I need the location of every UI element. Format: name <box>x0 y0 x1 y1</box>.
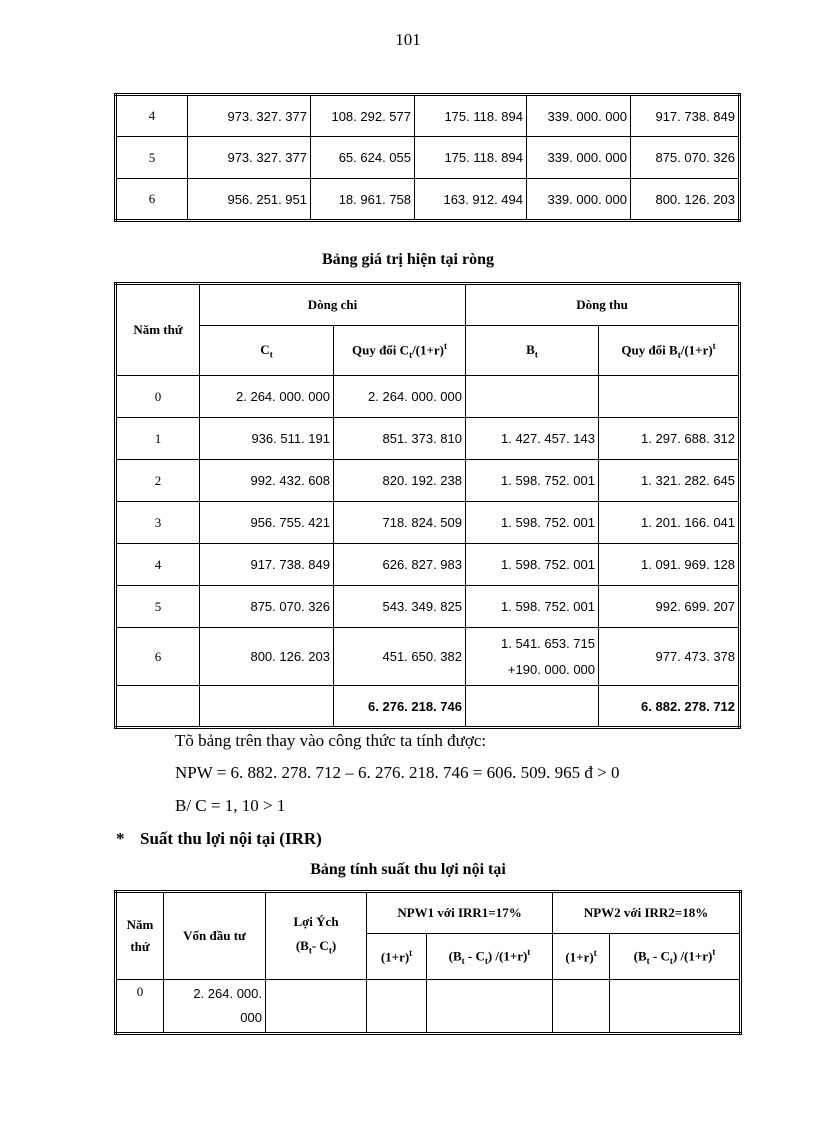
text-line-bc: B/ C = 1, 10 > 1 <box>175 796 286 815</box>
irr-col-invest: Vốn đầu tư <box>164 892 266 980</box>
table-row: 6 800. 126. 203 451. 650. 382 1. 541. 653. 715 +190. 000. 000 977. 473. 378 <box>116 628 740 686</box>
table-header-row <box>116 326 740 376</box>
table-row: 0 2. 264. 000. 000 <box>116 980 741 1034</box>
table-row: 1 936. 511. 191 851. 373. 810 1. 427. 457. 143 1. 297. 688. 312 <box>116 418 740 460</box>
table-header-row: $(1+r)^t$ $(B_t - C_t)$ $/(1+r)^t$ $(1+r)^t$ $(B_t - C_t)$ $/(1+r)^t$ <box>116 934 741 980</box>
table-header-row <box>116 892 741 934</box>
npv-table-title: Bảng giá trị hiện tại ròng <box>321 251 494 268</box>
irr-col-year: Năm thứ <box>116 892 164 980</box>
table-row: 3 956. 755. 421 718. 824. 509 1. 598. 752. 001 1. 201. 166. 041 <box>116 502 740 544</box>
col-year-header: Năm thứ <box>116 284 200 376</box>
table-row: 2 992. 432. 608 820. 192. 238 1. 598. 752. 001 1. 321. 282. 645 <box>116 460 740 502</box>
table-total-row <box>116 686 740 728</box>
group-in-header: Dòng thu <box>466 284 740 326</box>
total-out: 6. 276. 218. 746 <box>334 686 466 728</box>
npv-table <box>114 282 741 729</box>
continued-table <box>114 93 741 222</box>
npw2-header: NPW2 với IRR2=18% <box>553 892 741 934</box>
npw1-header: NPW1 với IRR1=17% <box>367 892 553 934</box>
qd-bt-header: Quy đổi $B_t/(1+r)^t$ <box>599 326 740 376</box>
table-row: 4 917. 738. 849 626. 827. 983 1. 598. 752. 001 1. 091. 969. 128 <box>116 544 740 586</box>
table-row: 4 973. 327. 377 108. 292. 577 175. 118. 894 339. 000. 000 917. 738. 849 <box>116 95 740 137</box>
total-in: 6. 882. 278. 712 <box>599 686 740 728</box>
table-row: 5 973. 327. 377 65. 624. 055 175. 118. 894 339. 000. 000 875. 070. 326 <box>116 137 740 179</box>
table-header-row <box>116 284 740 326</box>
page-number: 101 <box>395 30 421 49</box>
qd-ct-header: Quy đổi $C_t/(1+r)^t$ <box>334 326 466 376</box>
irr-table <box>114 890 742 1035</box>
irr-col-profit: Lợi Ých ($B_t-$ $C_t$) <box>266 892 367 980</box>
text-line-npw: NPW = 6. 882. 278. 712 – 6. 276. 218. 746 = 606. 509. 965 đ > 0 <box>175 763 620 782</box>
table-row: 6 956. 251. 951 18. 961. 758 163. 912. 494 339. 000. 000 800. 126. 203 <box>116 179 740 221</box>
section-heading: Suất thu lợi nội tại (IRR) <box>140 829 322 848</box>
table-row: 5 875. 070. 326 543. 349. 825 1. 598. 752. 001 992. 699. 207 <box>116 586 740 628</box>
group-out-header: Dòng chi <box>200 284 466 326</box>
bt-header: $B_t$ <box>466 326 599 376</box>
text-line-1: Tõ bảng trên thay vào công thức ta tính được: <box>175 731 487 750</box>
table-row: 0 2. 264. 000. 000 2. 264. 000. 000 <box>116 376 740 418</box>
ct-header: $C_t$ <box>200 326 334 376</box>
irr-table-title: Bảng tính suất thu lợi nội tại <box>310 861 506 878</box>
bullet: * <box>116 829 125 848</box>
